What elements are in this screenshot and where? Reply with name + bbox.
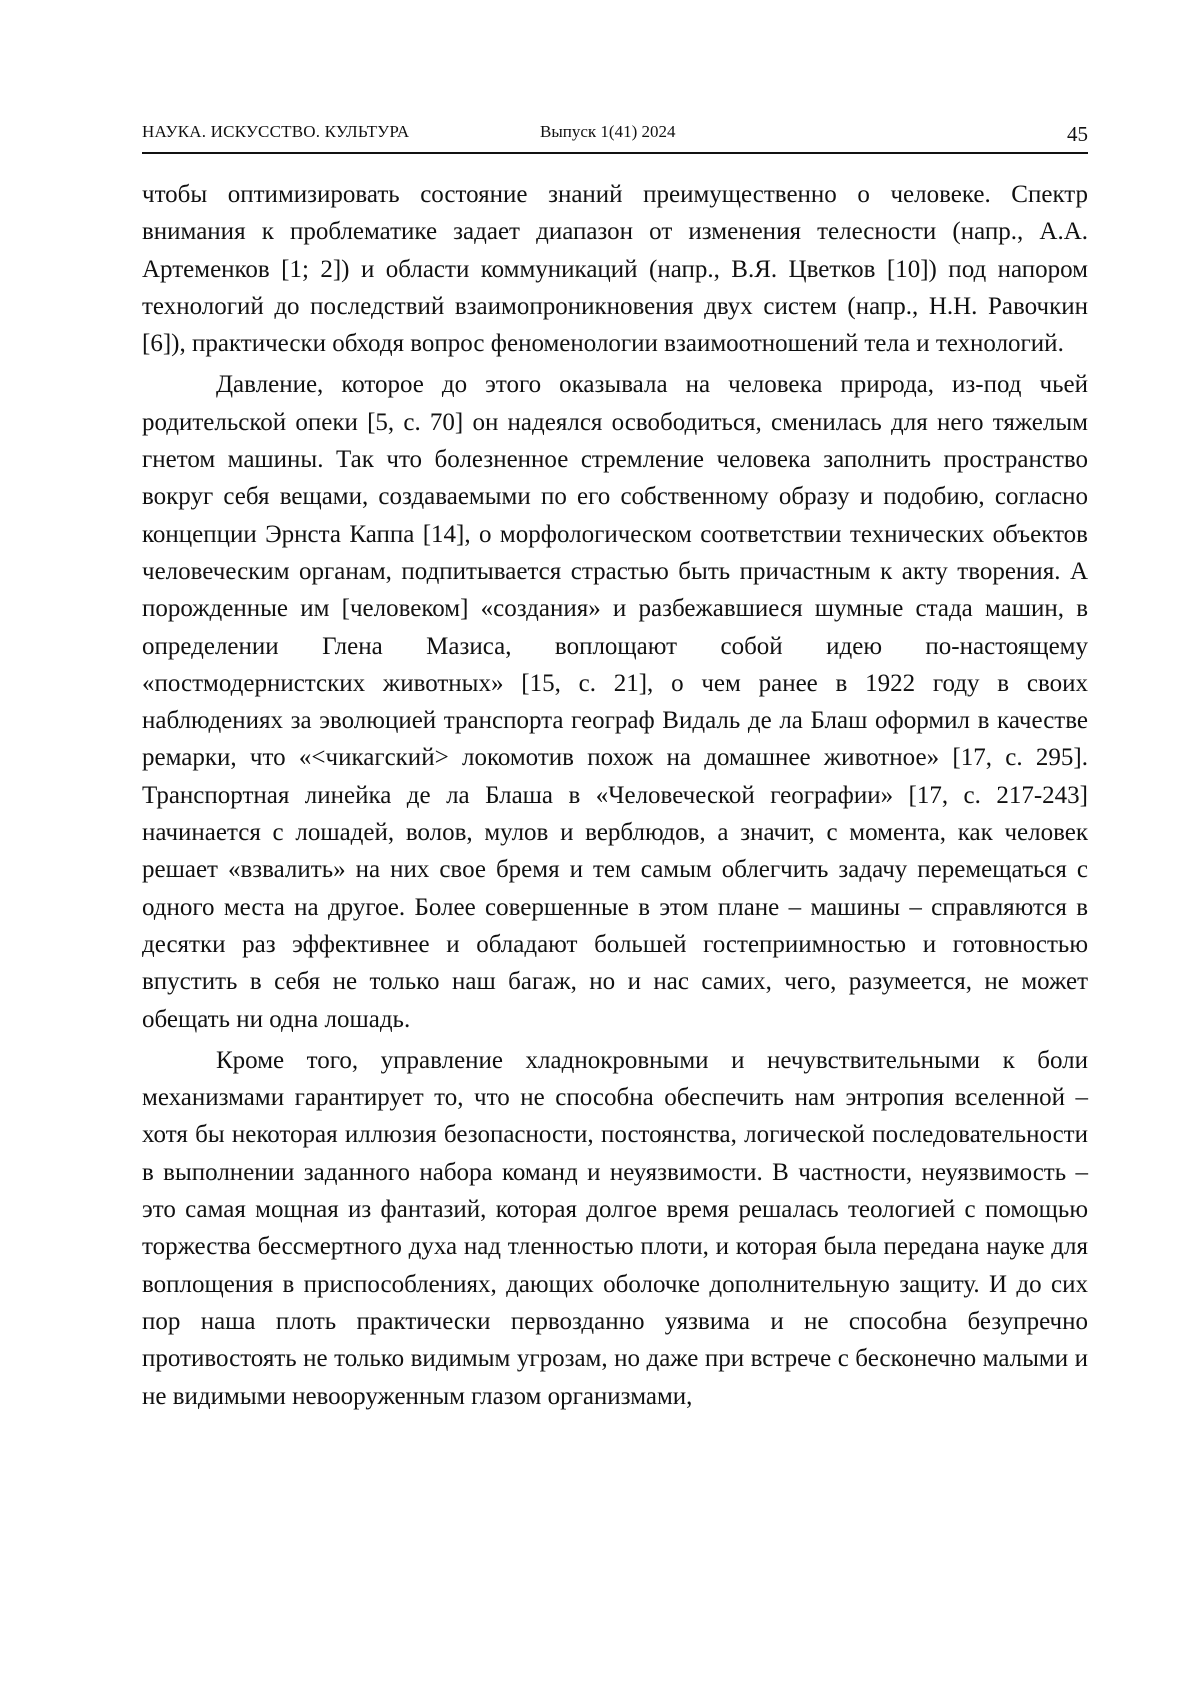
running-header	[142, 118, 1088, 154]
paragraph-1: чтобы оптимизировать состояние знаний преимущественно о человеке. Спектр внимания к проблематике задает диапазон от изменения телесности (напр., А.А. Артеменков [1; 2]) и области коммуникаций (напр., В.Я. Цветков [10]) под напором технологий до последствий взаимопроникновения двух систем (напр., Н.Н. Равочкин [6]), практически обходя вопрос феноменологии взаимоотношений тела и технологий.	[142, 176, 1088, 362]
paragraph-2: Давление, которое до этого оказывала на человека природа, из-под чьей родительской опеки [5, с. 70] он надеялся освободиться, сменилась для него тяжелым гнетом машины. Так что болезненное стремление человека заполнить пространство вокруг себя вещами, создаваемыми по его собственному образу и подобию, согласно концепции Эрнста Каппа [14], о морфологическом соответствии технических объектов человеческим органам, подпитывается страстью быть причастным к акту творения. А порожденные им [человеком] «создания» и разбежавшиеся шумные стада машин, в определении Глена Мазиса, воплощают собой идею по-настоящему «постмодернистских животных» [15, с. 21], о чем ранее в 1922 году в своих наблюдениях за эволюцией транспорта географ Видаль де ла Блаш оформил в качестве ремарки, что «<чикагский> локомотив похож на домашнее животное» [17, с. 295]. Транспортная линейка де ла Блаша в «Человеческой географии» [17, с. 217-243] начинается с лошадей, волов, мулов и верблюдов, а значит, с момента, как человек решает «взвалить» на них свое бремя и тем самым облегчить задачу перемещаться с одного места на другое. Более совершенные в этом плане – машины – справляются в десятки раз эффективнее и обладают большей гостеприимностью и готовностью впустить в себя не только наш багаж, но и нас самих, чего, разумеется, не может обещать ни одна лошадь.	[142, 366, 1088, 1037]
journal-title: НАУКА. ИСКУССТВО. КУЛЬТУРА	[142, 122, 409, 142]
issue-label: Выпуск 1(41) 2024	[540, 122, 676, 142]
page-number: 45	[1067, 122, 1088, 147]
paragraph-3: Кроме того, управление хладнокровными и нечувствительными к боли механизмами гарантирует то, что не способна обеспечить нам энтропия вселенной – хотя бы некоторая иллюзия безопасности, постоянства, логической последовательности в выполнении заданного набора команд и неуязвимости. В частности, неуязвимость – это самая мощная из фантазий, которая долгое время решалась теологией с помощью торжества бессмертного духа над тленностью плоти, и которая была передана науке для воплощения в приспособлениях, дающих оболочке дополнительную защиту. И до сих пор наша плоть практически первозданно уязвима и не способна безупречно противостоять не только видимым угрозам, но даже при встрече с бесконечно малыми и не видимыми невооруженным глазом организмами,	[142, 1042, 1088, 1415]
article-body	[142, 176, 1088, 1415]
